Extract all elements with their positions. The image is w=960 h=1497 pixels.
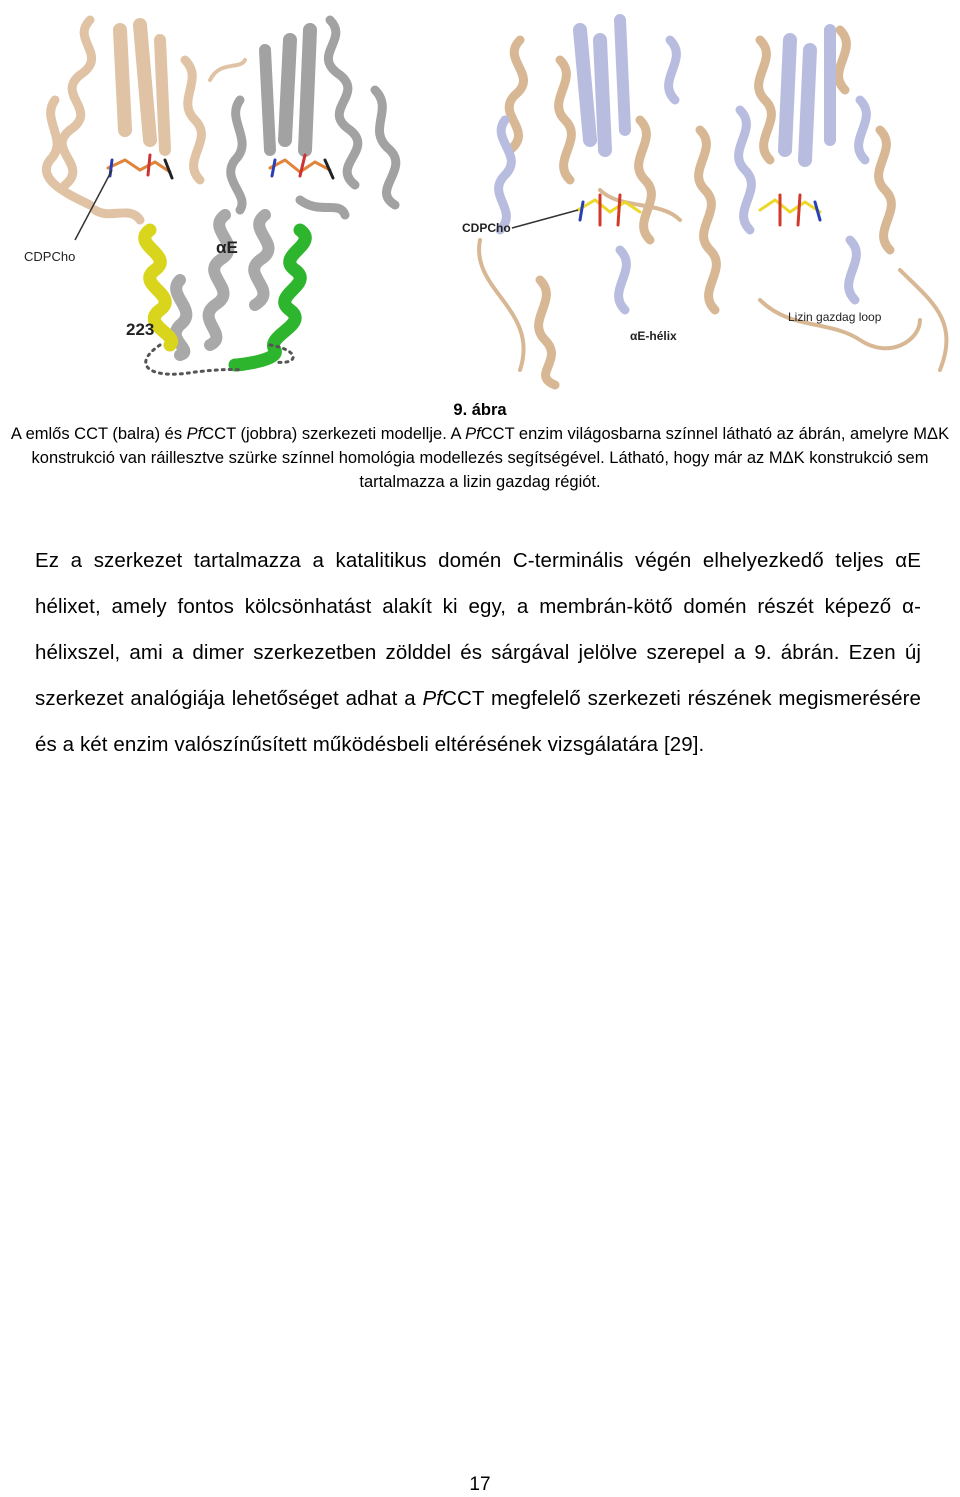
pfcct-tan — [479, 30, 946, 385]
figure-9 — [0, 0, 960, 390]
body-paragraph: Ez a szerkezet tartalmazza a katalitikus domén C-terminális végén elhelyezkedő teljes αE hélixet, amely fontos kölcsönhatást alakít ki egy, a membrán-kötő domén részét képező α-hélixszel, ami a dimer szerkezetben zölddel és sárgával jelölve szerepel a 9. ábrán. Ezen új szerkezet analógiája lehetőséget adhat a PfCCT megfelelő szerkezeti részének megismerésére és a két enzim valószínűsített működésbeli eltérésének vizsgálatára [29]. — [35, 549, 922, 756]
caption-title: 9. ábra — [453, 401, 507, 419]
pfcct-lavender — [499, 20, 867, 310]
caption-line-1: A emlős CCT (balra) és PfCCT (jobbra) szerkezeti modellje. A PfCCT enzim világosbarna színnel látható az ábrán, amelyre MΔK — [10, 425, 950, 443]
label-alpha-e-helix: αE-hélix — [630, 329, 677, 343]
ligand-right — [270, 155, 333, 178]
label-alpha-e: αE — [216, 238, 238, 257]
caption-line-3: tartalmazza a lizin gazdag régiót. — [359, 473, 601, 491]
cdpcho-pointer-right — [512, 210, 578, 228]
alpha-e-helices-gray — [176, 215, 269, 355]
figure-caption — [0, 398, 960, 494]
label-cdpcho-left: CDPCho — [24, 249, 76, 264]
label-lysine-loop: Lizin gazdag loop — [788, 310, 882, 324]
ligand-left — [108, 155, 172, 178]
label-cdpcho-right: CDPCho — [462, 221, 511, 235]
ligand-pfcct-left — [578, 195, 640, 225]
ligand-pfcct-right — [760, 195, 820, 225]
caption-line-2: konstrukció van ráillesztve szürke színnel homológia modellezés segítségével. Látható, hogy már az MΔK konstrukció sem — [31, 449, 929, 467]
mammalian-monomer-tan — [46, 20, 245, 220]
label-residue-223: 223 — [126, 320, 155, 339]
mammalian-monomer-gray — [231, 20, 396, 215]
page-number: 17 — [469, 1474, 491, 1495]
dotted-loop — [146, 345, 240, 374]
